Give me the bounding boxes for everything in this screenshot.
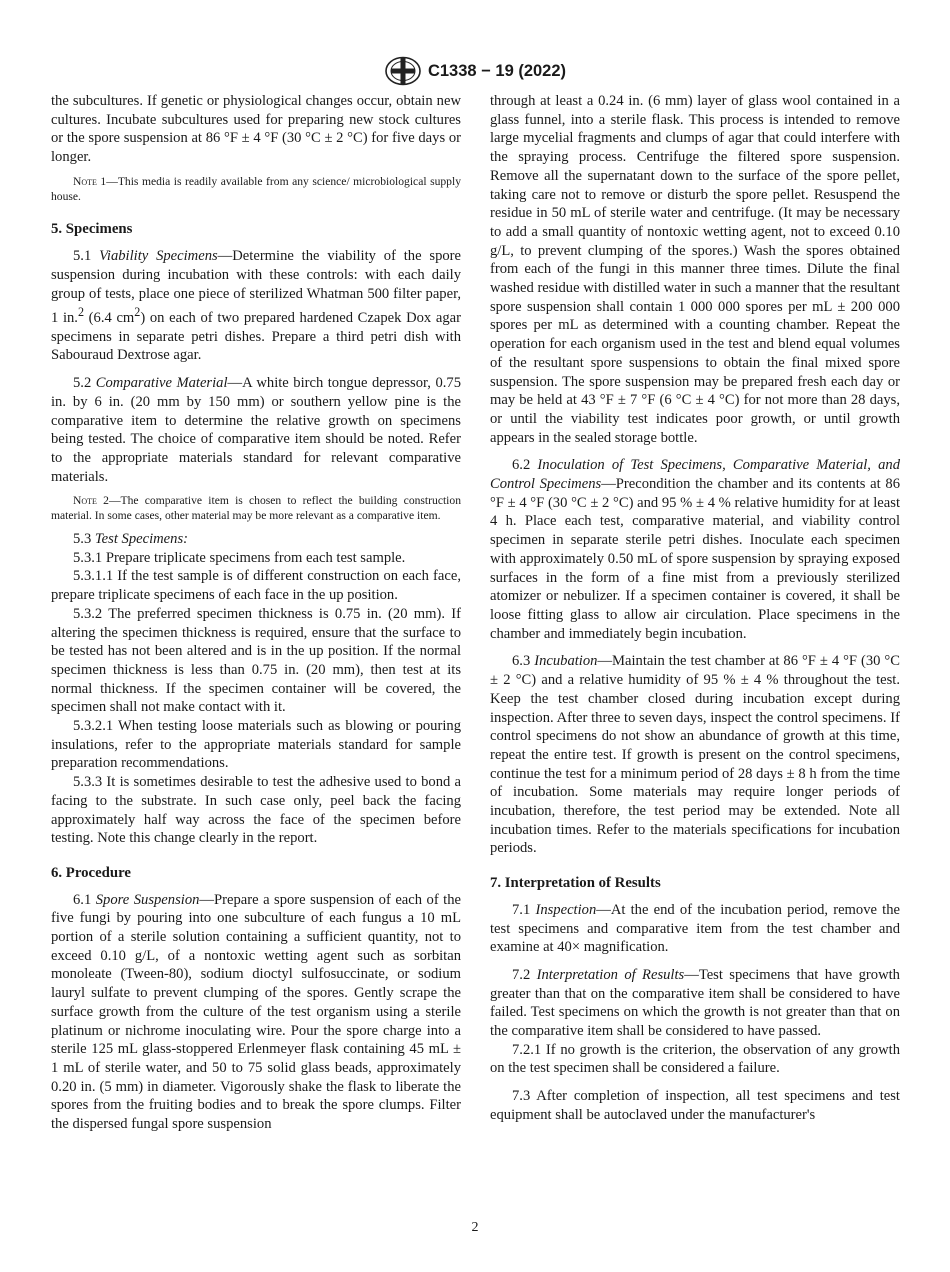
note-2: Note 2—The comparative item is chosen to reflect the building construction material. In some cases, other material may be more relevant as a comparative item. bbox=[51, 494, 461, 523]
section-heading-procedure: 6. Procedure bbox=[51, 864, 131, 881]
left-column bbox=[51, 92, 461, 1134]
page-header bbox=[0, 56, 950, 86]
paragraph-7-2-1: 7.2.1 If no growth is the criterion, the observation of any growth on the test specimen shall be considered a failure. bbox=[490, 1041, 900, 1077]
note-1: Note 1—This media is readily available from any science/ microbiological supply house. bbox=[51, 174, 461, 203]
page-number: 2 bbox=[471, 1220, 479, 1235]
paragraph-6-1: 6.1 Spore Suspension—Prepare a spore suspension of each of the five fungi by pouring into one subculture of each fungus a 10 mL portion of a sterile solution containing a sufficient quantity, not to exceed 0.10 g/L, of a nontoxic wetting agent such as sorbitan monoleate (Tween-80), sodium dioctyl sulfosuccinate, or sodium lauryl sulfate to prevent clumping of the spores. Gently scrape the surface growth from the culture of the test organism using a sterile platinum or nichrome inoculating wire. Pour the spore charge into a sterile 125 mL glass-stoppered Erlenmeyer flask containing 45 mL ± 1 mL of sterile water, and 50 to 75 solid glass beads, approximately 0.20 in. (5 mm) in diameter. Vigorously shake the flask to liberate the spores from the fruiting bodies and to break the spore clumps. Filter the dispersed fungal spore suspension bbox=[51, 891, 462, 1133]
paragraph-continuation: the subcultures. If genetic or physiological changes occur, obtain new cultures. Incubate subcultures used for preparing new stock cultures or the spore suspension at 86 °F ± 4 °F (30 °C ± 2 °C) for five days or longer. bbox=[51, 93, 461, 166]
paragraph-5-3: 5.3 Test Specimens: bbox=[73, 531, 188, 547]
paragraph-5-3-2-1: 5.3.2.1 When testing loose materials such as blowing or pouring insulations, refer to the appropriate materials standard for sample preparation recommendations. bbox=[51, 718, 461, 772]
paragraph-5-3-1-1: 5.3.1.1 If the test sample is of different construction on each face, prepare triplicate specimens of each face in the up position. bbox=[51, 568, 461, 604]
paragraph-7-1: 7.1 Inspection—At the end of the incubation period, remove the test specimens and comparative item from the test chamber and examine at 40× magnification. bbox=[490, 901, 900, 956]
right-column bbox=[490, 92, 900, 1125]
paragraph-6-2: 6.2 Inoculation of Test Specimens, Comparative Material, and Control Specimens—Precondition the chamber and its contents at 86 °F ± 4 °F (30 °C ± 2 °C) and 95 % ± 4 % relative humidity for at least 4 h. Place each test, comparative material, and viability control specimen in separate sterile petri dishes. Inoculate each specimen with approximately 0.50 mL of spore suspension by spraying exposed surfaces in the form of a fine mist from a previously sterilized atomizer or nebulizer. If a specimen container is covered, it shall be loose fitting glass to allow air circulation. Place specimens in the chamber and immediately begin incubation. bbox=[490, 457, 900, 642]
astm-logo-icon bbox=[384, 56, 422, 86]
paragraph-5-3-1: 5.3.1 Prepare triplicate specimens from each test sample. bbox=[73, 549, 406, 566]
paragraph-6-3: 6.3 Incubation—Maintain the test chamber at 86 °F ± 4 °F (30 °C ± 2 °C) and a relative humidity of 95 % ± 4 % throughout the test. Keep the test chamber closed during incubation except during inspection. After three to seven days, inspect the control specimens. If control specimens do not show an abundance of growth at this time, repeat the entire test. If growth is present on the control specimens, continue the test for a minimum period of 28 days ± 8 h from the time of incubation. Some materials may require longer periods of incubation, therefore, the test period may be extended. Note all incubation times. Refer to the materials specifications for incubation periods. bbox=[490, 653, 900, 857]
paragraph-5-2: 5.2 Comparative Material—A white birch tongue depressor, 0.75 in. by 6 in. (20 mm by 150 mm) or southern yellow pine is the comparative item to determine the relative growth on specimens being tested. The choice of comparative item should be noted. Refer to the appropriate materials standard for relevant comparative materials. bbox=[51, 375, 461, 485]
paragraph-5-3-3: 5.3.3 It is sometimes desirable to test the adhesive used to bond a facing to the substrate. In such case only, peel back the facing approximately half way across the face of the specimen before testing. Note this change clearly in the report. bbox=[51, 774, 461, 847]
section-heading-specimens: 5. Specimens bbox=[51, 221, 133, 238]
paragraph-5-1: 5.1 Viability Specimens—Determine the viability of the spore suspension during incubation with these controls: with each daily group of tests, place one piece of sterilized Whatman 500 filter paper, 1 in.$^2$ (6.4 $cm^2$) on each of two prepared hardened Czapek Dox agar specimens in separate petri dishes. Prepare a third petri dish with Sabouraud Dextrose agar. bbox=[51, 248, 461, 364]
paragraph-7-2: 7.2 Interpretation of Results—Test specimens that have growth greater than that on the comparative item shall be considered to have failed. Test specimens on which the growth is not greater than that on the comparative item shall be considered to have passed. bbox=[490, 966, 900, 1040]
section-heading-interpretation: 7. Interpretation of Results bbox=[490, 875, 661, 892]
standard-code: C1338 − 19 (2022) bbox=[427, 61, 567, 80]
paragraph-6-1-continuation: through at least a 0.24 in. (6 mm) layer of glass wool contained in a glass funnel, into a sterile flask. This process is intended to remove large mycelial fragments and clumps of agar that could interfere with the spraying process. Centrifuge the filtered spore suspension. Remove all the supernatant down to the surface of the spore pellet, taking care not to remove or disturb the spore pellet. Resuspend the residue in 50 mL of sterile water and centrifuge. (It may be necessary to add a small quantity of nontoxic wetting agent, not to exceed 0.10 g/L, to prevent clumping of the spores.) Wash the spores obtained from each of the fungi in this manner three times. Dilute the final washed residue with distilled water in such a manner that the resultant spore suspension shall contain 1 000 000 spores per mL ± 200 000 spores per mL as determined with a counting chamber. Repeat the operation for each organism used in the test and blend equal volumes of the resultant spore suspensions to obtain the final mixed spore suspension. The spore suspension may be prepared fresh each day or may be held at 43 °F ± 7 °F (6 °C ± 4 °C) for not more than 28 days, or until the viability test indicates poor growth, or until growth appears in the sealed storage bottle. bbox=[490, 93, 900, 446]
paragraph-7-3: 7.3 After completion of inspection, all test specimens and test equipment shall be autoclaved under the manufacturer's bbox=[490, 1088, 900, 1123]
paragraph-5-3-2: 5.3.2 The preferred specimen thickness is 0.75 in. (20 mm). If altering the specimen thickness is required, ensure that the surface to be tested has not been altered and is in the up position. If the normal specimen thickness is less than 0.75 in. (20 mm), then test at its normal thickness. If the specimen container will be covered, the specimen shall not make contact with it. bbox=[51, 605, 461, 716]
